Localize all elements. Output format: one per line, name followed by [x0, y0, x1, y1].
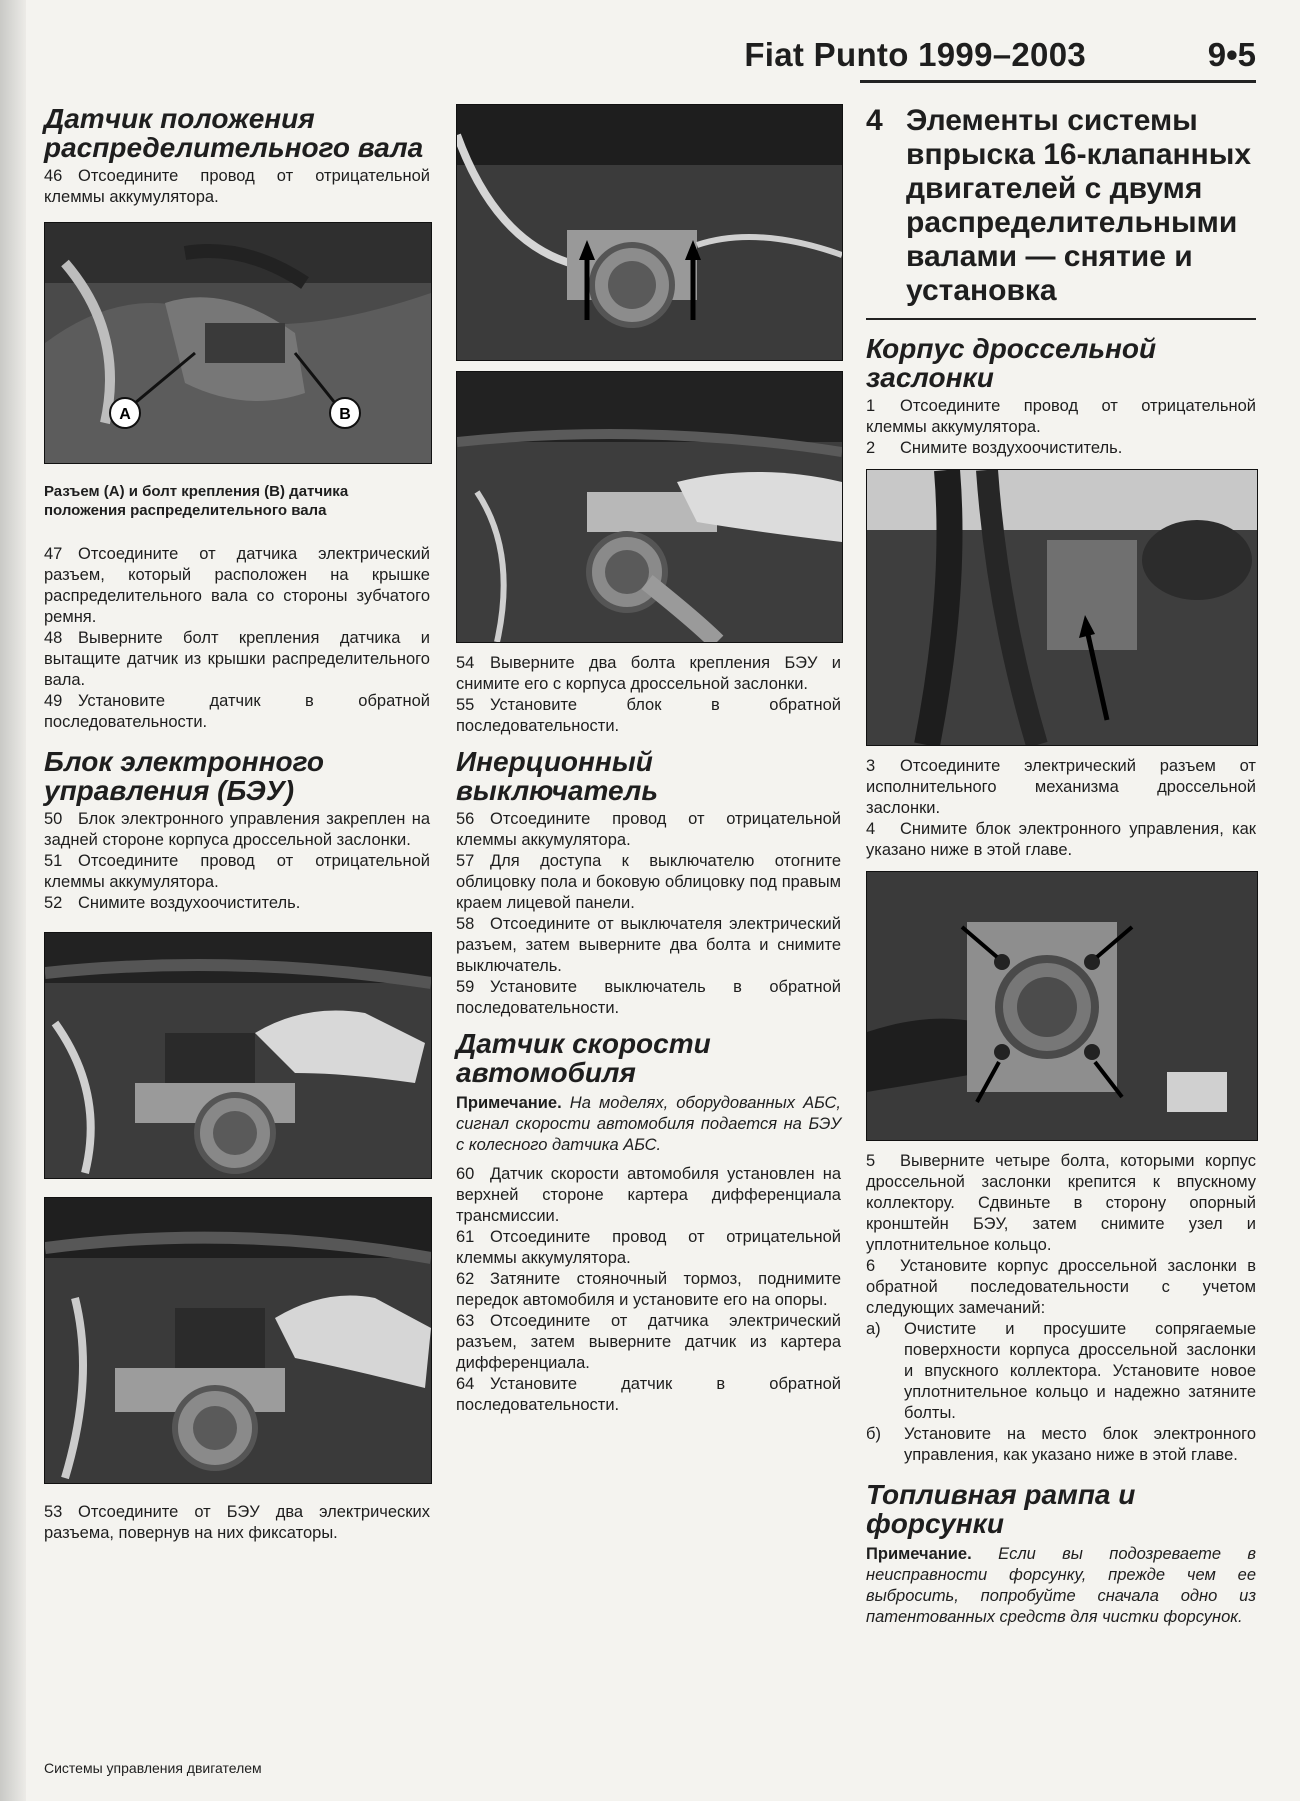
photo-ecu-removal — [456, 371, 843, 643]
heading-fuel-rail: Топливная рампа и форсунки — [866, 1479, 1136, 1539]
paragraph-1: 1 Отсоедините провод от отрицательной клеммы аккумулятора. — [866, 397, 1256, 436]
engine-photo-illustration — [457, 372, 842, 642]
photo-throttle-connector — [866, 469, 1258, 746]
photo-ecu-hand-1 — [44, 932, 432, 1179]
paragraph-46 — [44, 166, 430, 208]
callout-label-a: A — [119, 406, 131, 423]
callout-label-b: B — [339, 406, 351, 423]
paragraph-62: 62 Затяните стояночный тормоз, поднимите передок автомобиля и установите его на опоры. — [456, 1270, 841, 1309]
sub-item-a: а) Очистите и просушите сопрягаемые поверхности корпуса дроссельной заслонки и впускного коллектора. Установите новое уплотнительное кольцо и надежно затяните болты. — [866, 1320, 1256, 1422]
note-injectors — [866, 1544, 1256, 1628]
column-1 — [44, 104, 430, 1544]
paragraph-48: 48 Выверните болт крепления датчика и вытащите датчик из крышки распределительного вала. — [44, 629, 430, 689]
paragraph-49: 49 Установите датчик в обратной последовательности. — [44, 692, 430, 731]
paragraph-5: 5 Выверните четыре болта, которыми корпус дроссельной заслонки крепится к впускному коллектору. Сдвиньте в сторону опорный кронштейн БЭУ, затем снимите узел и уплотнительное кольцо. — [866, 1152, 1256, 1254]
paragraph-50: 50 Блок электронного управления закреплен на задней стороне корпуса дроссельной заслонки. — [44, 810, 430, 849]
paragraph-64: 64 Установите датчик в обратной последовательности. — [456, 1375, 841, 1414]
paragraph-2: 2 Снимите воздухоочиститель. — [866, 439, 1123, 457]
step-text: Отсоедините провод от отрицательной клеммы аккумулятора. — [44, 167, 430, 206]
engine-photo-illustration — [867, 872, 1257, 1140]
section-rule — [866, 318, 1256, 320]
note-text: Если вы подозреваете в неисправности форсунку, прежде чем ее выбросить, попробуйте сначала одно из патентованных средств для чистки форсунок. — [866, 1545, 1256, 1626]
section-title: Элементы системы впрыска 16-клапанных двигателей с двумя распределительными валами — снятие и установка — [906, 104, 1252, 307]
paragraph-58: 58 Отсоедините от выключателя электрический разъем, затем выверните два болта и снимите выключатель. — [456, 915, 841, 975]
sub-item-b: б) Установите на место блок электронного управления, как указано ниже в этой главе. — [866, 1425, 1256, 1464]
engine-photo-illustration — [45, 223, 431, 463]
paragraph-4: 4 Снимите блок электронного управления, как указано ниже в этой главе. — [866, 820, 1256, 859]
note-text: На моделях, оборудованных АБС, сигнал скорости автомобиля подается на БЭУ с колесного датчика АБС. — [456, 1094, 841, 1154]
section-heading — [866, 104, 1256, 308]
section-number: 4 — [866, 104, 883, 137]
heading-inertia-switch: Инерционный выключатель — [456, 746, 658, 806]
paragraph-3: 3 Отсоедините электрический разъем от исполнительного механизма дроссельной заслонки. — [866, 757, 1256, 817]
paragraph-53: 53 Отсоедините от БЭУ два электрических разъема, повернув на них фиксаторы. — [44, 1503, 430, 1542]
engine-photo-illustration — [45, 933, 431, 1178]
paragraph-59: 59 Установите выключатель в обратной последовательности. — [456, 978, 841, 1017]
heading-throttle-body: Корпус дроссельной заслонки — [866, 333, 1157, 393]
header-rule — [860, 80, 1256, 83]
running-header-title: Fiat Punto 1999–2003 — [744, 36, 1086, 73]
engine-photo-illustration — [867, 470, 1257, 745]
paragraph-60: 60 Датчик скорости автомобиля установлен на верхней стороне картера дифференциала трансмиссии. — [456, 1165, 841, 1225]
photo-camshaft-sensor — [44, 222, 432, 464]
paragraph-6: 6 Установите корпус дроссельной заслонки в обратной последовательности с учетом следующих замечаний: — [866, 1257, 1256, 1317]
page-binding-shadow — [0, 0, 26, 1801]
column-3 — [866, 104, 1256, 1636]
paragraph-47: 47 Отсоедините от датчика электрический разъем, который расположен на крышке распределительного вала со стороны зубчатого ремня. — [44, 545, 430, 626]
column-2 — [456, 104, 841, 1416]
note-abs — [456, 1093, 841, 1156]
page-number: 9•5 — [1207, 36, 1256, 73]
paragraph-63: 63 Отсоедините от датчика электрический разъем, затем выверните датчик из картера дифференциала. — [456, 1312, 841, 1372]
heading-camshaft-sensor: Датчик положения распределительного вала — [44, 103, 424, 163]
photo-throttle-arrows — [456, 104, 843, 361]
paragraph-52: 52 Снимите воздухоочиститель. — [44, 894, 301, 912]
engine-photo-illustration — [45, 1198, 431, 1483]
page-footer: Системы управления двигателем — [44, 1760, 262, 1776]
paragraph-56: 56 Отсоедините провод от отрицательной клеммы аккумулятора. — [456, 810, 841, 849]
step-number: 46 — [44, 167, 63, 185]
photo-caption: Разъем (A) и болт крепления (B) датчика положения распределительного вала — [44, 483, 349, 519]
paragraph-54: 54 Выверните два болта крепления БЭУ и снимите его с корпуса дроссельной заслонки. — [456, 654, 841, 693]
note-label: Примечание. — [866, 1545, 972, 1563]
photo-throttle-bolts — [866, 871, 1258, 1141]
engine-photo-illustration — [457, 105, 842, 360]
heading-ecu: Блок электронного управления (БЭУ) — [44, 746, 324, 806]
paragraph-55: 55 Установите блок в обратной последовательности. — [456, 696, 841, 735]
paragraph-57: 57 Для доступа к выключателю отогните облицовку пола и боковую облицовку под правым краем лицевой панели. — [456, 852, 841, 912]
heading-speed-sensor: Датчик скорости автомобиля — [456, 1028, 711, 1088]
note-label: Примечание. — [456, 1094, 562, 1112]
paragraph-61: 61 Отсоедините провод от отрицательной клеммы аккумулятора. — [456, 1228, 841, 1267]
paragraph-51: 51 Отсоедините провод от отрицательной клеммы аккумулятора. — [44, 852, 430, 891]
photo-ecu-hand-2 — [44, 1197, 432, 1484]
